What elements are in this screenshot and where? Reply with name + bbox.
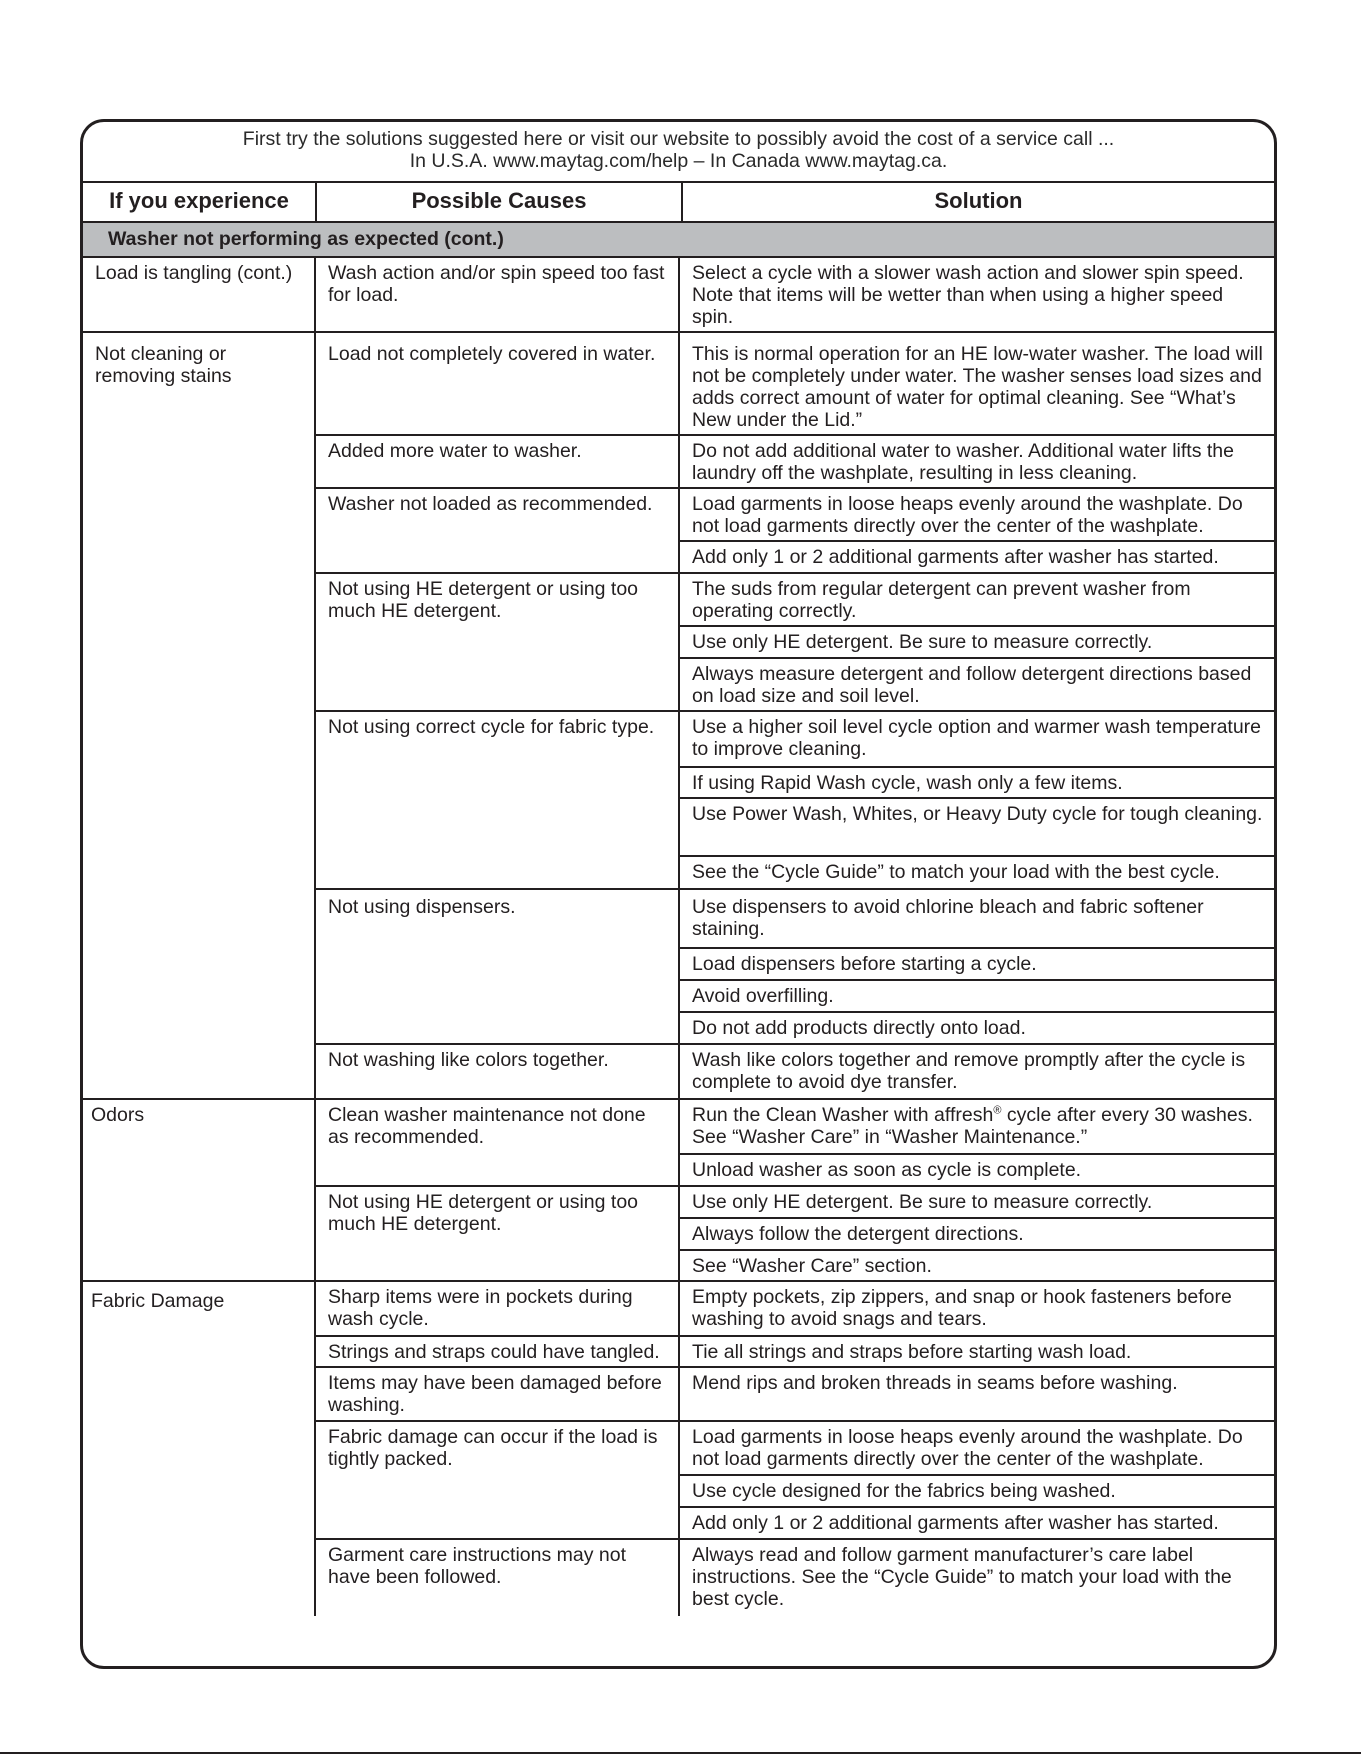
- intro-banner: [83, 122, 1274, 183]
- solution-cell: Always follow the detergent directions.: [679, 1218, 1274, 1250]
- cause-cell: Not using HE detergent or using too much HE detergent.: [315, 1186, 679, 1281]
- solution-cell: Add only 1 or 2 additional garments after washer has started.: [679, 541, 1274, 573]
- solution-cell: Unload washer as soon as cycle is complete.: [679, 1154, 1274, 1186]
- header-experience: If you experience: [83, 183, 317, 221]
- cause-cell: Added more water to washer.: [315, 435, 679, 488]
- cause-cell: Items may have been damaged before washing.: [315, 1367, 679, 1421]
- solution-cell: Add only 1 or 2 additional garments after washer has started.: [679, 1507, 1274, 1539]
- table-row: [83, 332, 1274, 435]
- troubleshooting-table-frame: [80, 119, 1277, 1669]
- solution-cell: Use dispensers to avoid chlorine bleach and fabric softener staining.: [679, 889, 1274, 948]
- cause-cell: Fabric damage can occur if the load is tightly packed.: [315, 1421, 679, 1539]
- table-row: [83, 258, 1274, 332]
- header-solution: Solution: [934, 188, 1023, 213]
- solution-cell: Use a higher soil level cycle option and warmer wash temperature to improve cleaning.: [679, 711, 1274, 767]
- section-title: Washer not performing as expected (cont.): [83, 223, 1274, 258]
- problem-cell: Fabric Damage: [83, 1281, 315, 1616]
- solution-cell: See “Washer Care” section.: [679, 1250, 1274, 1281]
- cause-cell: Clean washer maintenance not done as recommended.: [315, 1099, 679, 1186]
- solution-cell: Do not add products directly onto load.: [679, 1012, 1274, 1044]
- solution-cell: Use Power Wash, Whites, or Heavy Duty cycle for tough cleaning.: [679, 798, 1274, 856]
- solution-cell: Mend rips and broken threads in seams before washing.: [679, 1367, 1274, 1421]
- solution-cell: See the “Cycle Guide” to match your load with the best cycle.: [679, 856, 1274, 889]
- solution-cell: Avoid overfilling.: [679, 980, 1274, 1012]
- solution-text-a: Run the Clean Washer with affresh: [692, 1104, 994, 1126]
- cause-cell: Load not completely covered in water.: [315, 332, 679, 435]
- problem-cell: Not cleaning or removing stains: [83, 332, 315, 1099]
- intro-line-1: First try the solutions suggested here or visit our website to possibly avoid the cost of a service call ...: [242, 128, 1115, 150]
- solution-cell: Use only HE detergent. Be sure to measure correctly.: [679, 626, 1274, 658]
- footer-rule: [0, 1752, 1361, 1754]
- cause-cell: Not using dispensers.: [315, 889, 679, 1044]
- solution-cell: Always measure detergent and follow detergent directions based on load size and soil level.: [679, 658, 1274, 711]
- solution-text-b: cycle after every 30 washes. See “Washer Care” in “Washer Maintenance.”: [692, 1104, 1253, 1148]
- problem-cell: Load is tangling (cont.): [83, 258, 315, 332]
- table-row: [83, 1281, 1274, 1336]
- troubleshooting-table: [83, 258, 1274, 1616]
- solution-cell: Load dispensers before starting a cycle.: [679, 948, 1274, 980]
- solution-cell: Use cycle designed for the fabrics being washed.: [679, 1475, 1274, 1507]
- cause-cell: Wash action and/or spin speed too fast for load.: [315, 258, 679, 332]
- solution-cell: If using Rapid Wash cycle, wash only a few items.: [679, 767, 1274, 798]
- header-causes: Possible Causes: [317, 183, 683, 221]
- cause-cell: Garment care instructions may not have been followed.: [315, 1539, 679, 1616]
- solution-cell: Load garments in loose heaps evenly around the washplate. Do not load garments directly over the center of the washplate.: [679, 1421, 1274, 1475]
- solution-cell: Do not add additional water to washer. Additional water lifts the laundry off the washplate, resulting in less cleaning.: [679, 435, 1274, 488]
- solution-cell: Tie all strings and straps before starting wash load.: [679, 1336, 1274, 1367]
- registered-mark: ®: [993, 1104, 1002, 1117]
- solution-cell: This is normal operation for an HE low-water washer. The load will not be completely under water. The washer senses load sizes and adds correct amount of water for optimal cleaning. See “What’s New under the Lid.”: [679, 332, 1274, 435]
- solution-cell: Select a cycle with a slower wash action and slower spin speed. Note that items will be wetter than when using a higher speed spin.: [679, 258, 1274, 332]
- problem-cell: Odors: [83, 1099, 315, 1281]
- cause-cell: Not using correct cycle for fabric type.: [315, 711, 679, 889]
- intro-line-2: In U.S.A. www.maytag.com/help – In Canada www.maytag.ca.: [409, 150, 948, 172]
- table-header-row: [83, 183, 1274, 223]
- solution-cell: Empty pockets, zip zippers, and snap or hook fasteners before washing to avoid snags and tears.: [679, 1281, 1274, 1336]
- solution-cell: Always read and follow garment manufacturer’s care label instructions. See the “Cycle Guide” to match your load with the best cycle.: [692, 1544, 1232, 1610]
- table-row: [83, 1099, 1274, 1154]
- cause-cell: Not using HE detergent or using too much HE detergent.: [315, 573, 679, 711]
- cause-cell: Sharp items were in pockets during wash cycle.: [315, 1281, 679, 1336]
- cause-cell: Not washing like colors together.: [315, 1044, 679, 1099]
- solution-cell: [679, 1099, 1274, 1154]
- solution-cell: Wash like colors together and remove promptly after the cycle is complete to avoid dye transfer.: [679, 1044, 1274, 1099]
- cause-cell: Washer not loaded as recommended.: [315, 488, 679, 573]
- solution-cell: Load garments in loose heaps evenly around the washplate. Do not load garments directly over the center of the washplate.: [679, 488, 1274, 541]
- cause-cell: Strings and straps could have tangled.: [315, 1336, 679, 1367]
- solution-cell: Use only HE detergent. Be sure to measure correctly.: [679, 1186, 1274, 1218]
- solution-cell: The suds from regular detergent can prevent washer from operating correctly.: [679, 573, 1274, 626]
